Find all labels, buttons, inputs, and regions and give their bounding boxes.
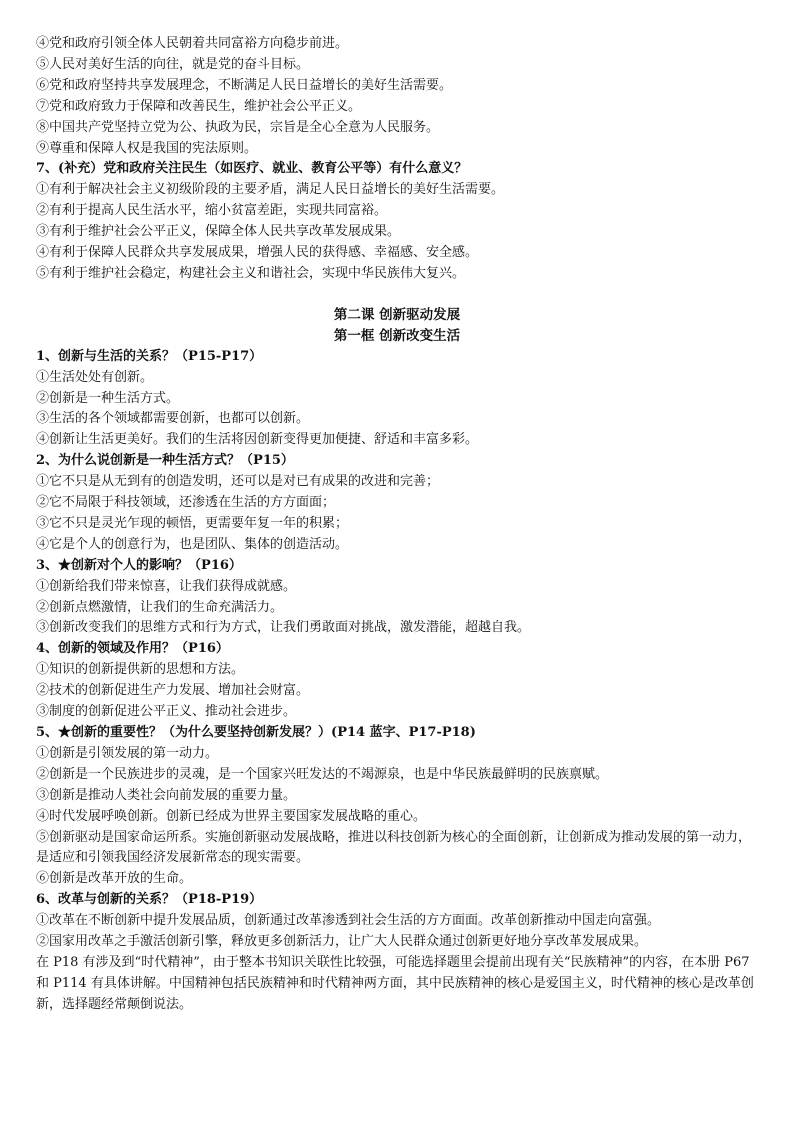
list-item: ①有利于解决社会主义初级阶段的主要矛盾，满足人民日益增长的美好生活需要。 bbox=[36, 182, 505, 198]
list-item: ⑨尊重和保障人权是我国的宪法原则。 bbox=[36, 140, 258, 156]
list-item: ①创新是引领发展的第一动力。 bbox=[36, 745, 219, 761]
list-item: ⑤有利于维护社会稳定，构建社会主义和谐社会，实现中华民族伟大复兴。 bbox=[36, 265, 466, 281]
question-heading: 2、为什么说创新是一种生活方式？（P15） bbox=[36, 453, 294, 469]
list-item: ③创新改变我们的思维方式和行为方式，让我们勇敢面对挑战，激发潜能，超越自我。 bbox=[36, 620, 531, 636]
list-item: ①生活处处有创新。 bbox=[36, 369, 154, 385]
list-item: ②创新点燃激情，让我们的生命充满活力。 bbox=[36, 599, 284, 615]
list-item: ④它是个人的创意行为，也是团队、集体的创造活动。 bbox=[36, 536, 349, 552]
document-page bbox=[36, 34, 758, 1016]
list-item: ⑦党和政府致力于保障和改善民生，维护社会公平正义。 bbox=[36, 98, 362, 114]
frame-title: 第一框 创新改变生活 bbox=[333, 327, 461, 344]
list-item: ⑥创新是改革开放的生命。 bbox=[36, 871, 193, 887]
list-item: ⑤创新驱动是国家命运所系。实施创新驱动发展战略，推进以科技创新为核心的全面创新，让创新成为推动发展的第一动力，是适应和引领我国经济发展新常态的现实需要。 bbox=[36, 829, 752, 866]
question-heading: 6、改革与创新的关系？（P18-P19） bbox=[36, 892, 263, 908]
list-item: ②有利于提高人民生活水平，缩小贫富差距，实现共同富裕。 bbox=[36, 203, 388, 219]
list-item: ④党和政府引领全体人民朝着共同富裕方向稳步前进。 bbox=[36, 36, 349, 51]
question-heading: 1、创新与生活的关系？（P15-P17） bbox=[36, 348, 263, 364]
list-item: ③有利于维护社会公平正义，保障全体人民共享改革发展成果。 bbox=[36, 224, 401, 240]
list-item: ②创新是一种生活方式。 bbox=[36, 390, 180, 406]
question-heading: 7、(补充）党和政府关注民生（如医疗、就业、教育公平等）有什么意义？ bbox=[36, 161, 468, 177]
list-item: ②它不局限于科技领域，还渗透在生活的方方面面； bbox=[36, 495, 336, 511]
list-item: ②技术的创新促进生产力发展、增加社会财富。 bbox=[36, 683, 310, 699]
list-item: ④时代发展呼唤创新。创新已经成为世界主要国家发展战略的重心。 bbox=[36, 808, 427, 824]
question-heading: 3、★创新对个人的影响？（P16） bbox=[36, 557, 242, 573]
lesson-title: 第二课 创新驱动发展 bbox=[333, 306, 461, 323]
question-heading: 5、★创新的重要性？（为什么要坚持创新发展？）(P14 蓝字、P17-P18) bbox=[36, 725, 476, 740]
list-item: ①创新给我们带来惊喜，让我们获得成就感。 bbox=[36, 578, 297, 594]
list-item: ②国家用改革之手激活创新引擎，释放更多创新活力，让广大人民群众通过创新更好地分享改革发展成果。 bbox=[36, 934, 648, 950]
closing-note: 在 P18 有涉及到“时代精神”，由于整本书知识关联性比较强，可能选择题里会提前出现有关“民族精神”的内容，在本册 P67 和 P114 有具体讲解。中国精神包括民族精神和时代精神两方面，其中民族精神的核心是爱国主义，时代精神的核心是改革创新，选择题经常颠倒说法。 bbox=[36, 954, 754, 1012]
question-heading: 4、创新的领域及作用？（P16） bbox=[36, 641, 229, 657]
list-item: ⑤人民对美好生活的向往，就是党的奋斗目标。 bbox=[36, 56, 310, 72]
spacer bbox=[36, 285, 758, 305]
list-item: ③生活的各个领域都需要创新，也都可以创新。 bbox=[36, 411, 310, 427]
list-item: ③创新是推动人类社会向前发展的重要力量。 bbox=[36, 787, 297, 803]
list-item: ⑥党和政府坚持共享发展理念，不断满足人民日益增长的美好生活需要。 bbox=[36, 77, 453, 93]
list-item: ①知识的创新提供新的思想和方法。 bbox=[36, 662, 245, 678]
list-item: ⑧中国共产党坚持立党为公、执政为民，宗旨是全心全意为人民服务。 bbox=[36, 119, 440, 135]
list-item: ④有利于保障人民群众共享发展成果，增强人民的获得感、幸福感、安全感。 bbox=[36, 245, 479, 261]
list-item: ③制度的创新促进公平正义、推动社会进步。 bbox=[36, 704, 297, 720]
list-item: ③它不只是灵光乍现的顿悟，更需要年复一年的积累； bbox=[36, 515, 349, 531]
list-item: ①它不只是从无到有的创造发明，还可以是对已有成果的改进和完善； bbox=[36, 474, 440, 490]
list-item: ②创新是一个民族进步的灵魂，是一个国家兴旺发达的不竭源泉，也是中华民族最鲜明的民族禀赋。 bbox=[36, 766, 609, 782]
list-item: ①改革在不断创新中提升发展品质，创新通过改革渗透到社会生活的方方面面。改革创新推动中国走向富强。 bbox=[36, 913, 661, 929]
list-item: ④创新让生活更美好。我们的生活将因创新变得更加便捷、舒适和丰富多彩。 bbox=[36, 432, 479, 448]
